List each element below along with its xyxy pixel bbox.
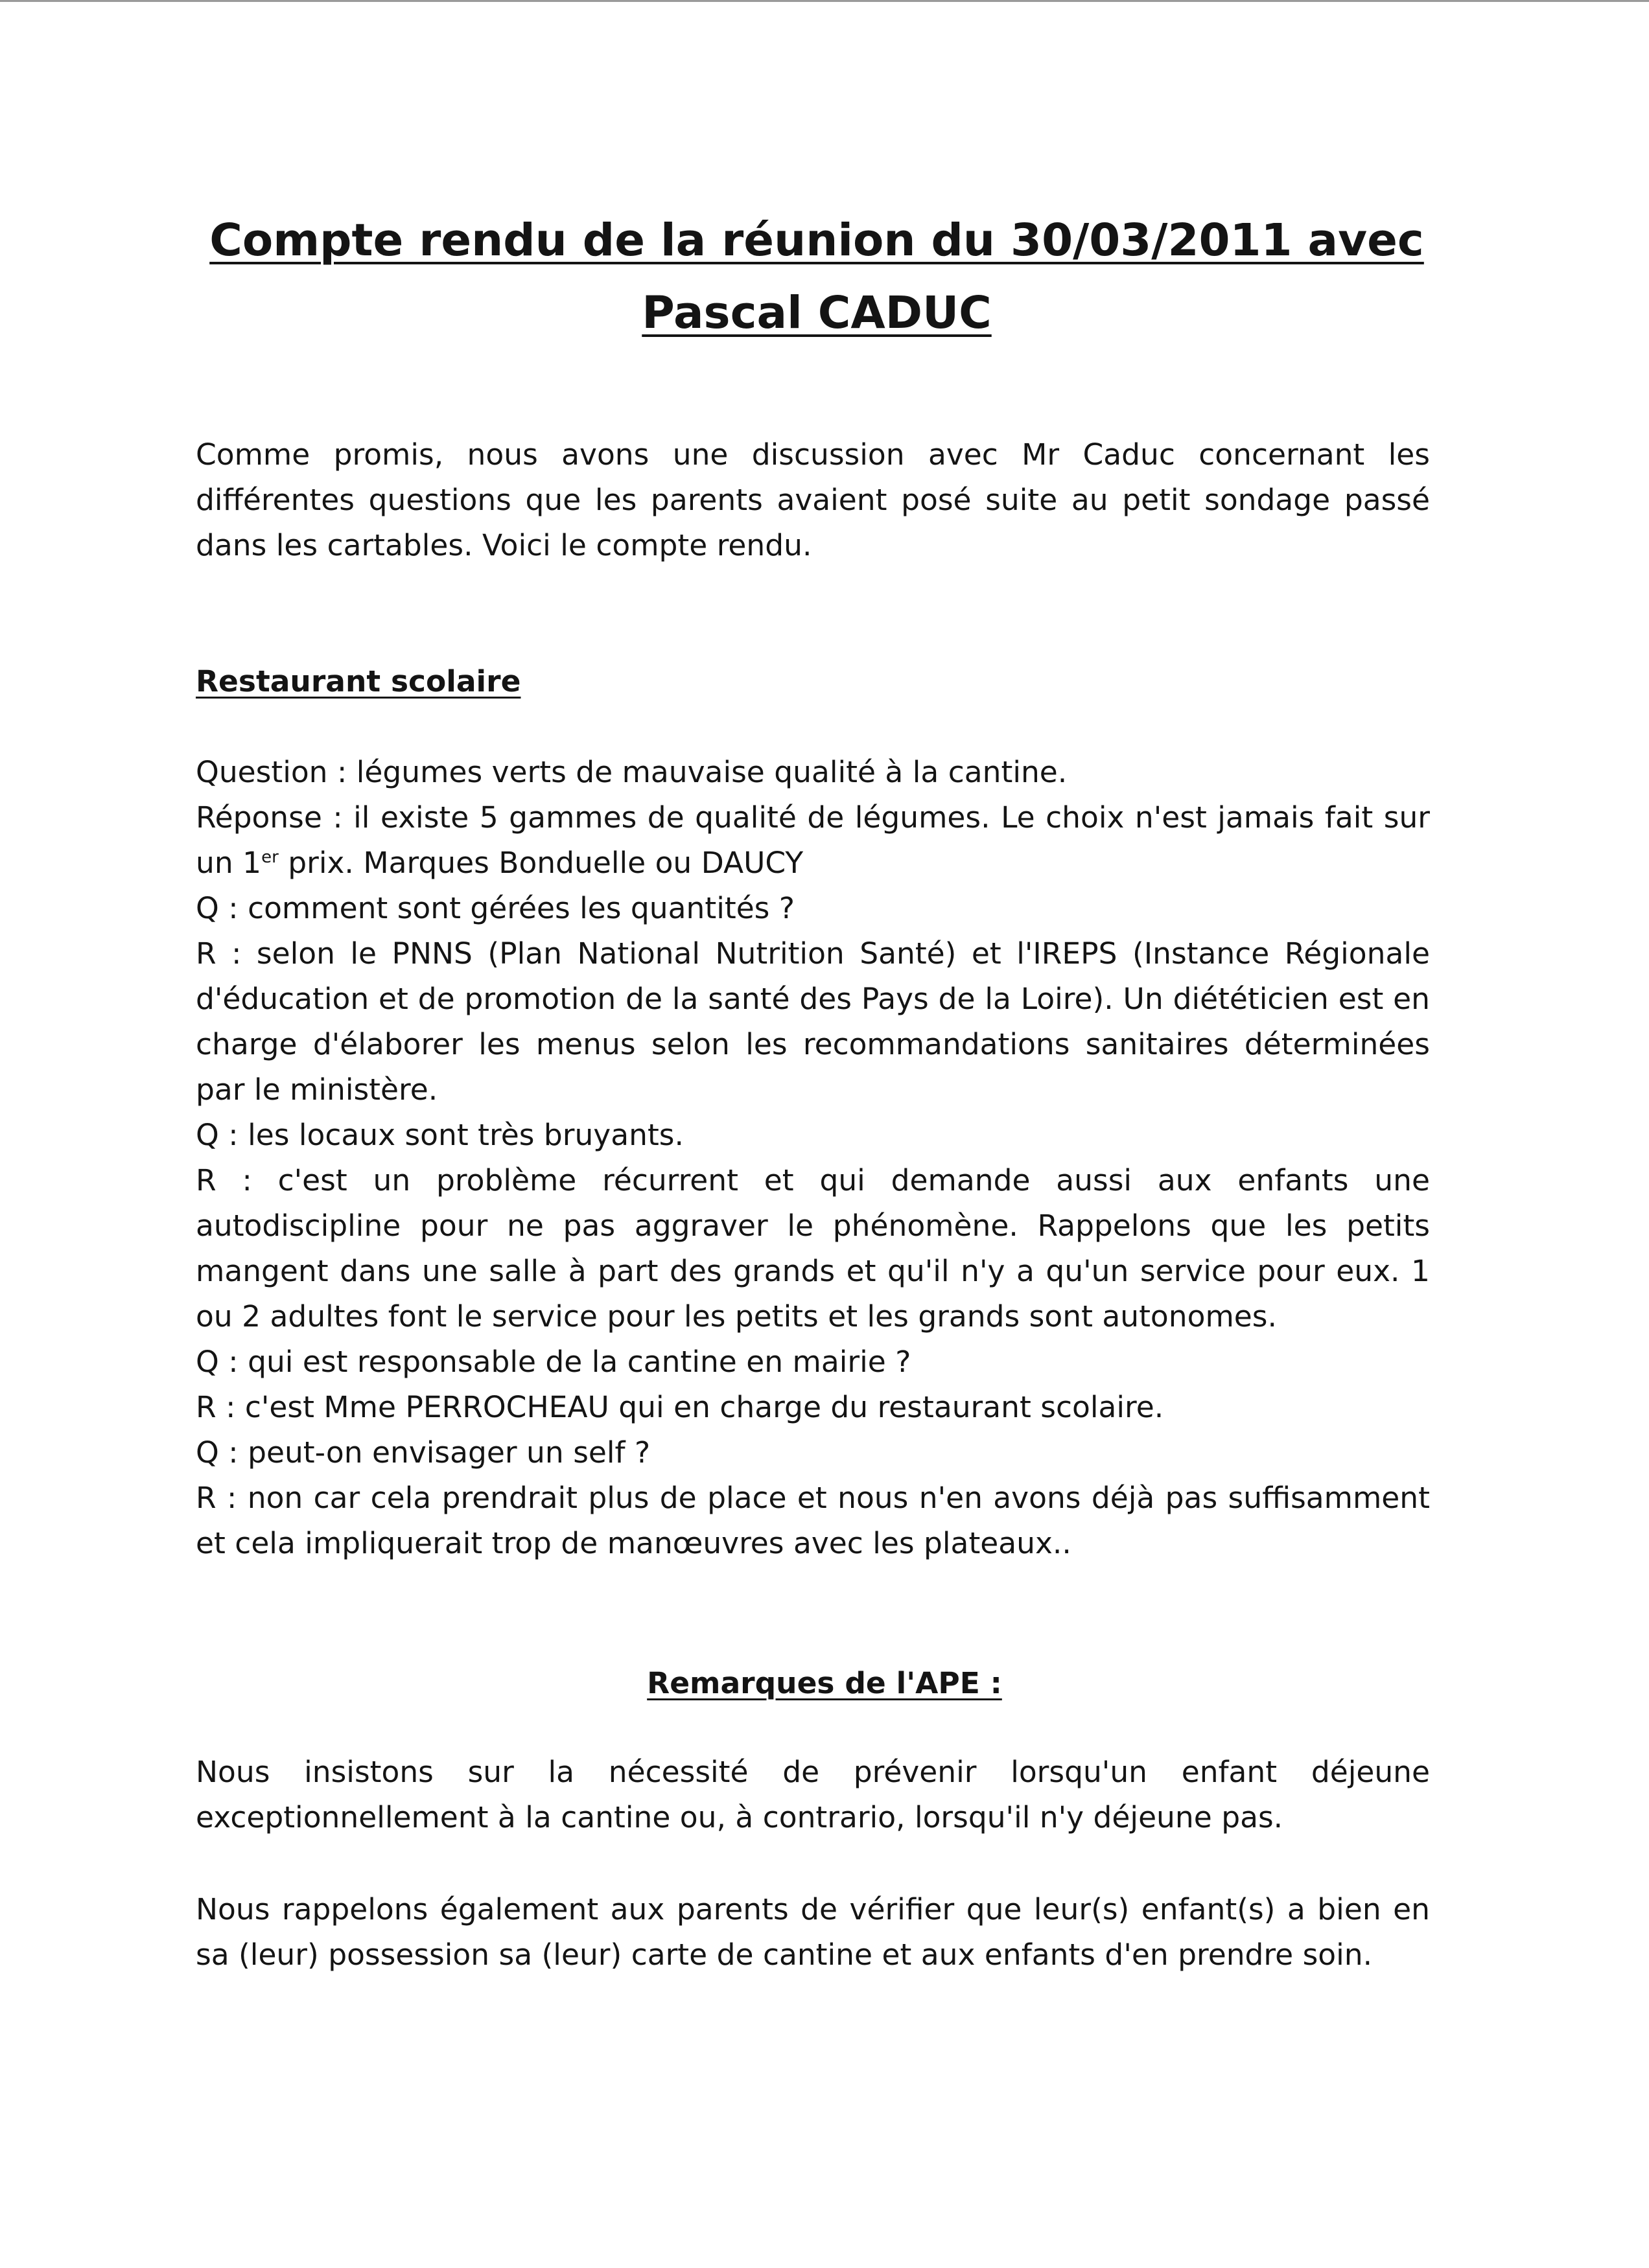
qa-label: R : xyxy=(196,1390,236,1424)
qa-label: Q : xyxy=(196,1118,239,1152)
qa-label: Q : xyxy=(196,1345,239,1379)
qa-text: c'est Mme PERROCHEAU qui en charge du restaurant scolaire. xyxy=(235,1390,1164,1424)
qa-item xyxy=(196,931,1430,1113)
title-line-1: Compte rendu de la réunion du 30/03/2011 avec xyxy=(209,214,1424,266)
qa-text: les locaux sont très bruyants. xyxy=(238,1118,684,1152)
qa-label: R : xyxy=(196,1163,252,1198)
section-heading-ape: Remarques de l'APE : xyxy=(647,1666,1002,1700)
qa-text: peut-on envisager un self ? xyxy=(238,1435,651,1470)
qa-text: c'est un problème récurrent et qui demande aussi aux enfants une autodiscipline pour ne pas aggraver le phénomène. Rappelons que les petits mangent dans une salle à part des grands et qu'il n'y a qu'un service pour eux. 1 ou 2 adultes font le service pour les petits et les grands sont autonomes. xyxy=(196,1163,1430,1334)
document-title xyxy=(194,204,1439,349)
qa-item xyxy=(196,1475,1430,1566)
qa-text: comment sont gérées les quantités ? xyxy=(238,891,795,925)
qa-item xyxy=(196,750,1430,795)
qa-text: selon le PNNS (Plan National Nutrition Santé) et l'IREPS (Instance Régionale d'éducation et de promotion de la santé des Pays de la Loire). Un diététicien est en charge d'élaborer les menus selon les recommandations sanitaires déterminées par le ministère. xyxy=(196,936,1430,1107)
qa-label: Question : xyxy=(196,755,347,789)
intro-paragraph: Comme promis, nous avons une discussion avec Mr Caduc concernant les différentes questions que les parents avaient posé suite au petit sondage passé dans les cartables. Voici le compte rendu. xyxy=(196,437,1430,562)
qa-block xyxy=(196,750,1430,1566)
qa-text: il existe 5 gammes de qualité de légumes. Le choix n'est jamais fait sur un 1 xyxy=(196,800,1430,880)
section-heading-restaurant: Restaurant scolaire xyxy=(196,664,521,699)
qa-item xyxy=(196,1430,1430,1475)
qa-text-after: prix. Marques Bonduelle ou DAUCY xyxy=(278,846,804,880)
qa-text: non car cela prendrait plus de place et nous n'en avons déjà pas suffisamment et cela impliquerait trop de manœuvres avec les plateaux.. xyxy=(196,1481,1430,1560)
qa-item xyxy=(196,1385,1430,1430)
qa-text: légumes verts de mauvaise qualité à la cantine. xyxy=(347,755,1068,789)
qa-label: R : xyxy=(196,936,242,971)
qa-label: Réponse : xyxy=(196,800,343,835)
remark-paragraph-1: Nous insistons sur la nécessité de prévenir lorsqu'un enfant déjeune exceptionnellement à la cantine ou, à contrario, lorsqu'il n'y déjeune pas. xyxy=(196,1755,1430,1834)
qa-label: R : xyxy=(196,1481,237,1515)
qa-item xyxy=(196,1158,1430,1339)
title-line-2: Pascal CADUC xyxy=(642,287,992,339)
qa-text: qui est responsable de la cantine en mairie ? xyxy=(238,1345,911,1379)
qa-item xyxy=(196,1113,1430,1158)
qa-superscript: er xyxy=(261,847,279,867)
qa-label: Q : xyxy=(196,1435,239,1470)
remark-paragraph-2: Nous rappelons également aux parents de vérifier que leur(s) enfant(s) a bien en sa (leur) possession sa (leur) carte de cantine et aux enfants d'en prendre soin. xyxy=(196,1892,1430,1972)
qa-item xyxy=(196,1339,1430,1385)
qa-item xyxy=(196,795,1430,886)
qa-label: Q : xyxy=(196,891,239,925)
scan-top-edge xyxy=(0,0,1649,2)
qa-item xyxy=(196,886,1430,931)
